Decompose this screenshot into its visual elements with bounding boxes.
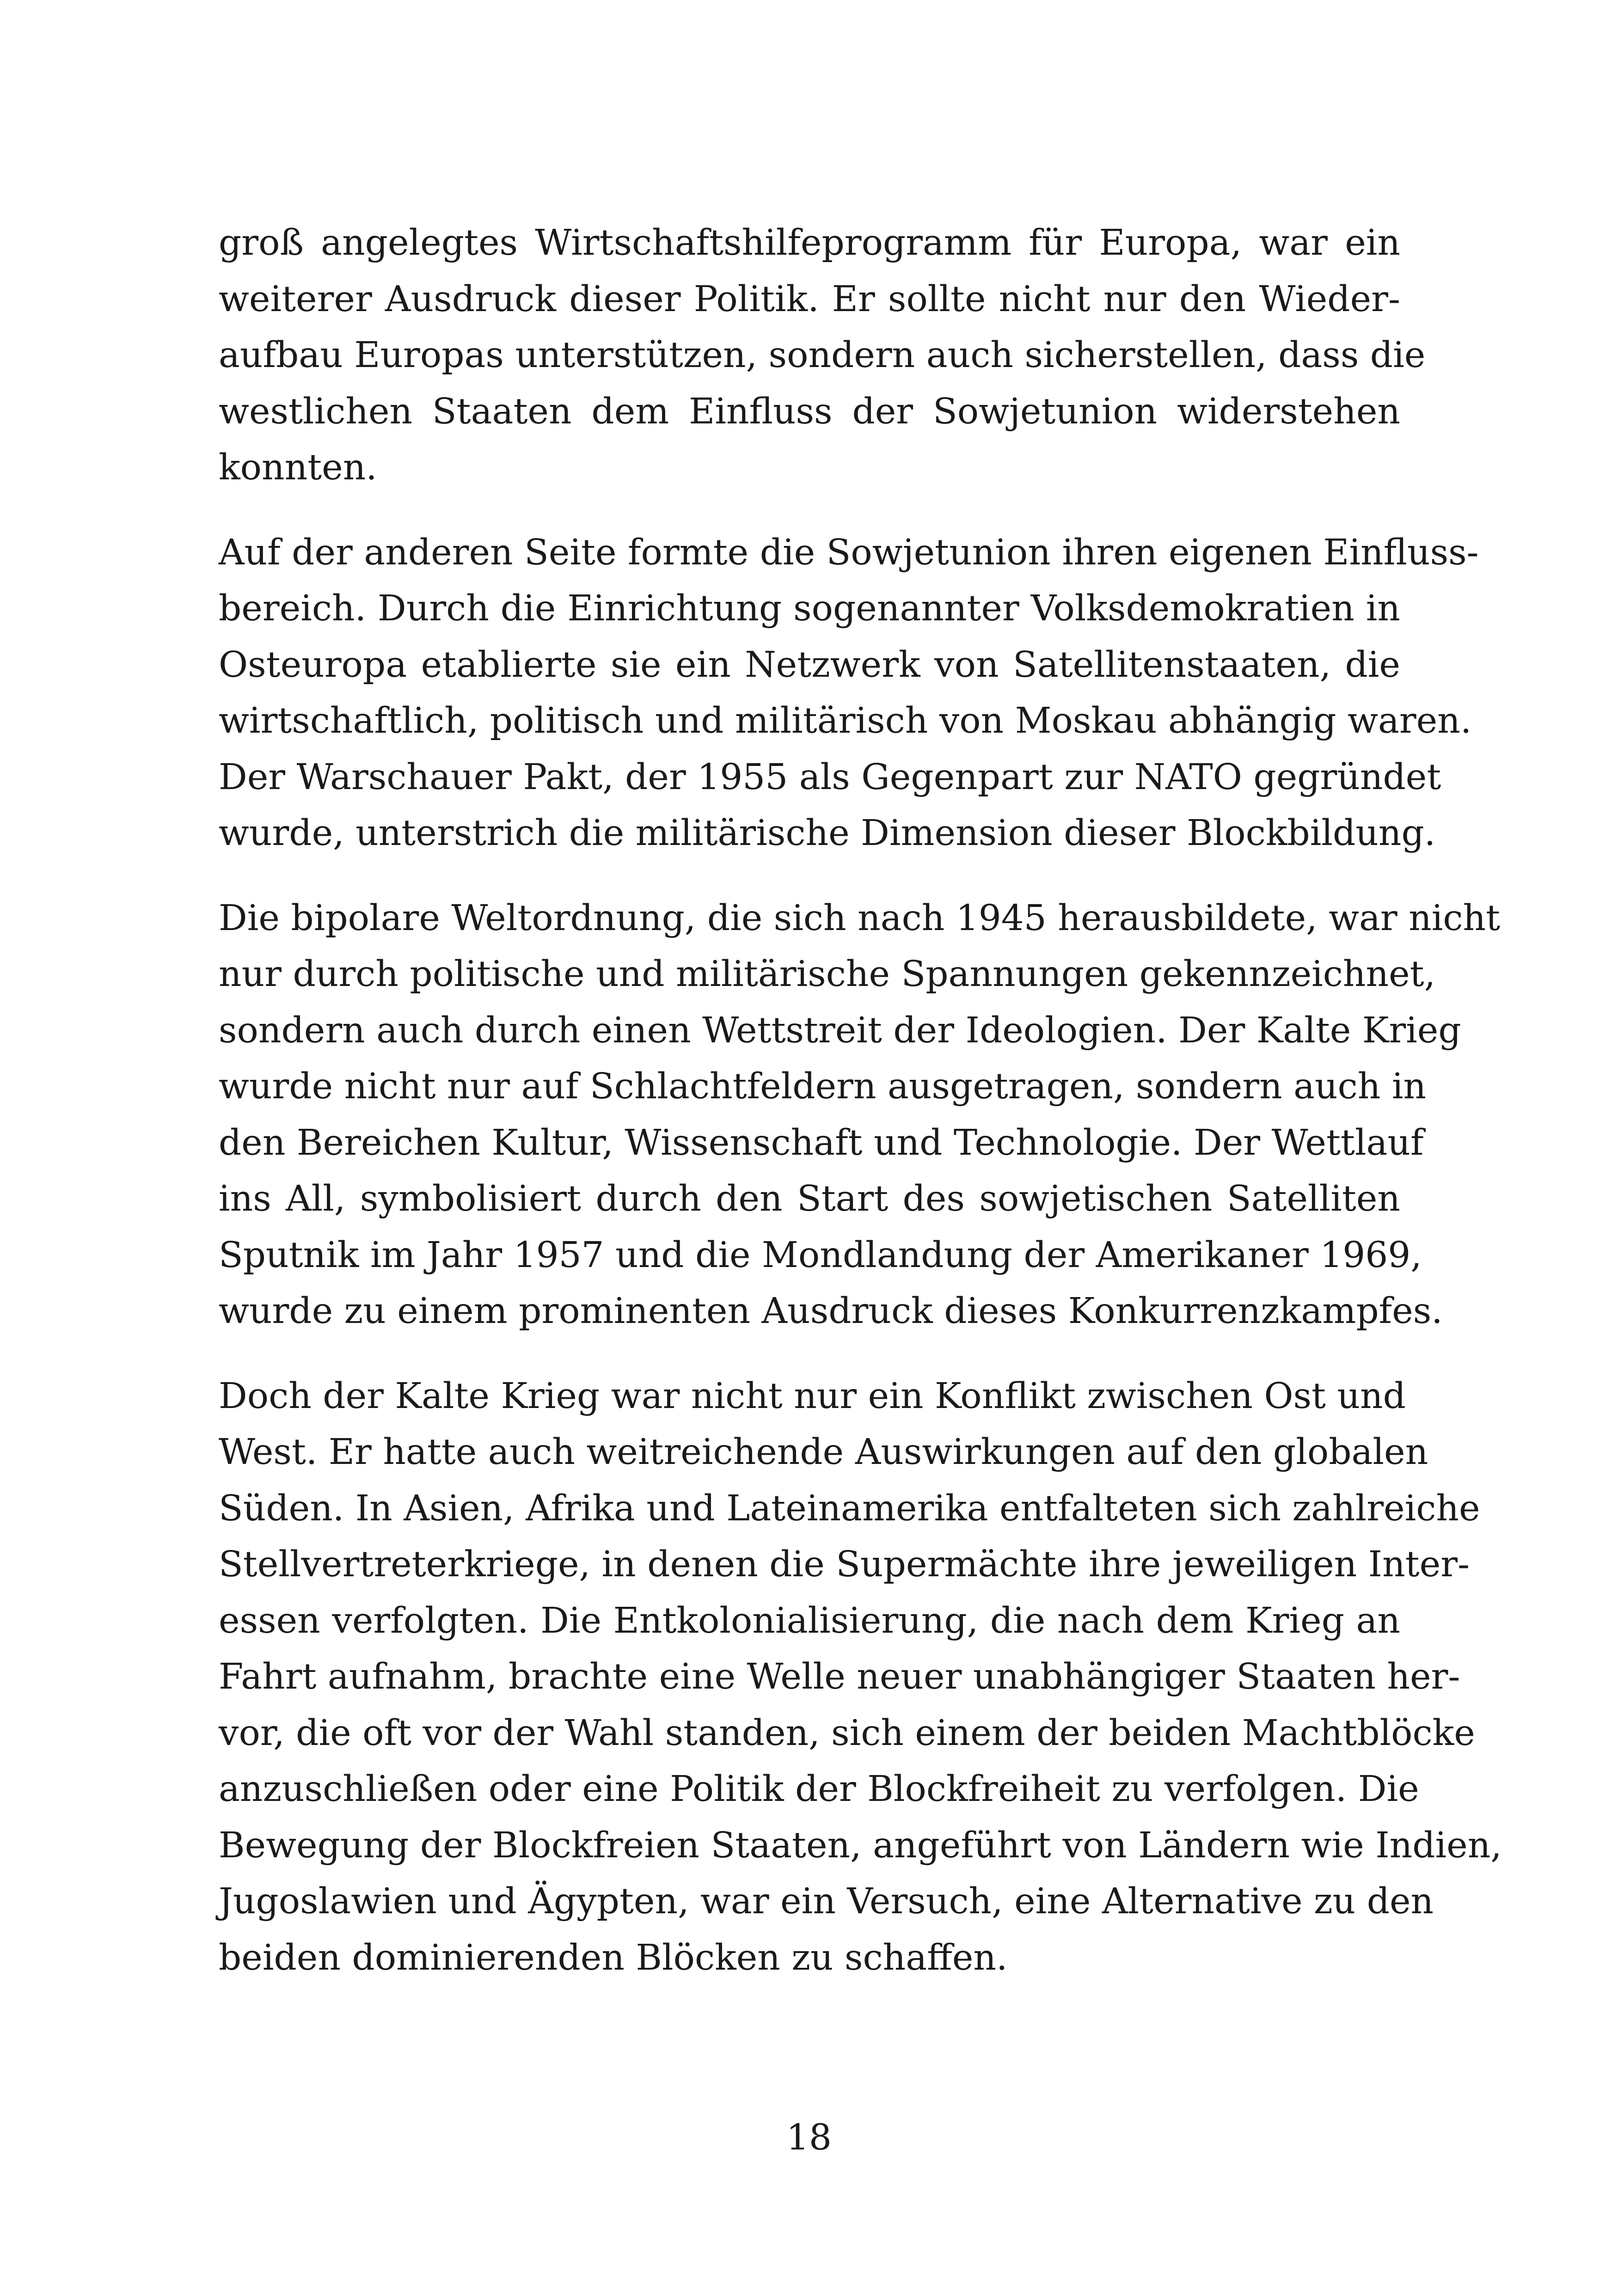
text-line: essen verfolgten. Die Entkolonialisierung, die nach dem Krieg an	[219, 1600, 1400, 1641]
text-line: groß angelegtes Wirtschaftshilfeprogramm für Europa, war ein	[219, 222, 1400, 263]
text-line: aufbau Europas unterstützen, sondern auch sicherstellen, dass die	[219, 335, 1426, 376]
text-line: Auf der anderen Seite formte die Sowjetunion ihren eigenen Einfluss-	[219, 532, 1479, 573]
body-text	[219, 215, 1502, 2014]
text-line: Doch der Kalte Krieg war nicht nur ein Konflikt zwischen Ost und	[219, 1375, 1406, 1417]
text-line: wurde zu einem prominenten Ausdruck dieses Konkurrenzkampfes.	[219, 1291, 1443, 1332]
text-line: wurde nicht nur auf Schlachtfeldern ausgetragen, sondern auch in	[219, 1066, 1427, 1107]
text-line: vor, die oft vor der Wahl standen, sich einem der beiden Machtblöcke	[219, 1712, 1475, 1754]
text-line: wurde, unterstrich die militärische Dimension dieser Blockbildung.	[219, 813, 1436, 854]
text-line: ins All, symbolisiert durch den Start des sowjetischen Satelliten	[219, 1178, 1400, 1219]
text-line: anzuschließen oder eine Politik der Blockfreiheit zu verfolgen. Die	[219, 1769, 1419, 1810]
paragraph-4	[219, 1368, 1502, 1986]
text-line: Der Warschauer Pakt, der 1955 als Gegenpart zur NATO gegründet	[219, 756, 1441, 798]
page-number: 18	[786, 2117, 832, 2158]
text-line: Bewegung der Blockfreien Staaten, angeführt von Ländern wie Indien,	[219, 1825, 1502, 1866]
text-line: westlichen Staaten dem Einfluss der Sowjetunion widerstehen	[219, 391, 1400, 432]
paragraph-1	[219, 215, 1426, 496]
text-line: beiden dominierenden Blöcken zu schaffen.	[219, 1937, 1008, 1978]
text-line: Die bipolare Weltordnung, die sich nach 1945 herausbildete, war nicht	[219, 897, 1501, 939]
text-line: weiterer Ausdruck dieser Politik. Er sollte nicht nur den Wieder-	[219, 278, 1400, 320]
text-line: Osteuropa etablierte sie ein Netzwerk von Satellitenstaaten, die	[219, 644, 1400, 686]
text-line: Süden. In Asien, Afrika und Lateinamerika entfalteten sich zahlreiche	[219, 1488, 1480, 1529]
text-line: konnten.	[219, 447, 377, 488]
text-line: Sputnik im Jahr 1957 und die Mondlandung der Amerikaner 1969,	[219, 1234, 1422, 1276]
text-line: Stellvertreterkriege, in denen die Supermächte ihre jeweiligen Inter-	[219, 1544, 1470, 1585]
text-line: West. Er hatte auch weitreichende Auswirkungen auf den globalen	[219, 1432, 1428, 1473]
text-line: Fahrt aufnahm, brachte eine Welle neuer unabhängiger Staaten her-	[219, 1656, 1460, 1697]
text-line: bereich. Durch die Einrichtung sogenannter Volksdemokratien in	[219, 588, 1400, 629]
text-line: Jugoslawien und Ägypten, war ein Versuch, eine Alternative zu den	[219, 1881, 1434, 1922]
paragraph-2	[219, 525, 1479, 862]
paragraph-3	[219, 890, 1501, 1340]
text-line: wirtschaftlich, politisch und militärisch von Moskau abhängig waren.	[219, 700, 1472, 741]
text-line: nur durch politische und militärische Spannungen gekennzeichnet,	[219, 954, 1436, 995]
text-line: sondern auch durch einen Wettstreit der Ideologien. Der Kalte Krieg	[219, 1010, 1461, 1051]
text-line: den Bereichen Kultur, Wissenschaft und Technologie. Der Wettlauf	[219, 1122, 1424, 1163]
